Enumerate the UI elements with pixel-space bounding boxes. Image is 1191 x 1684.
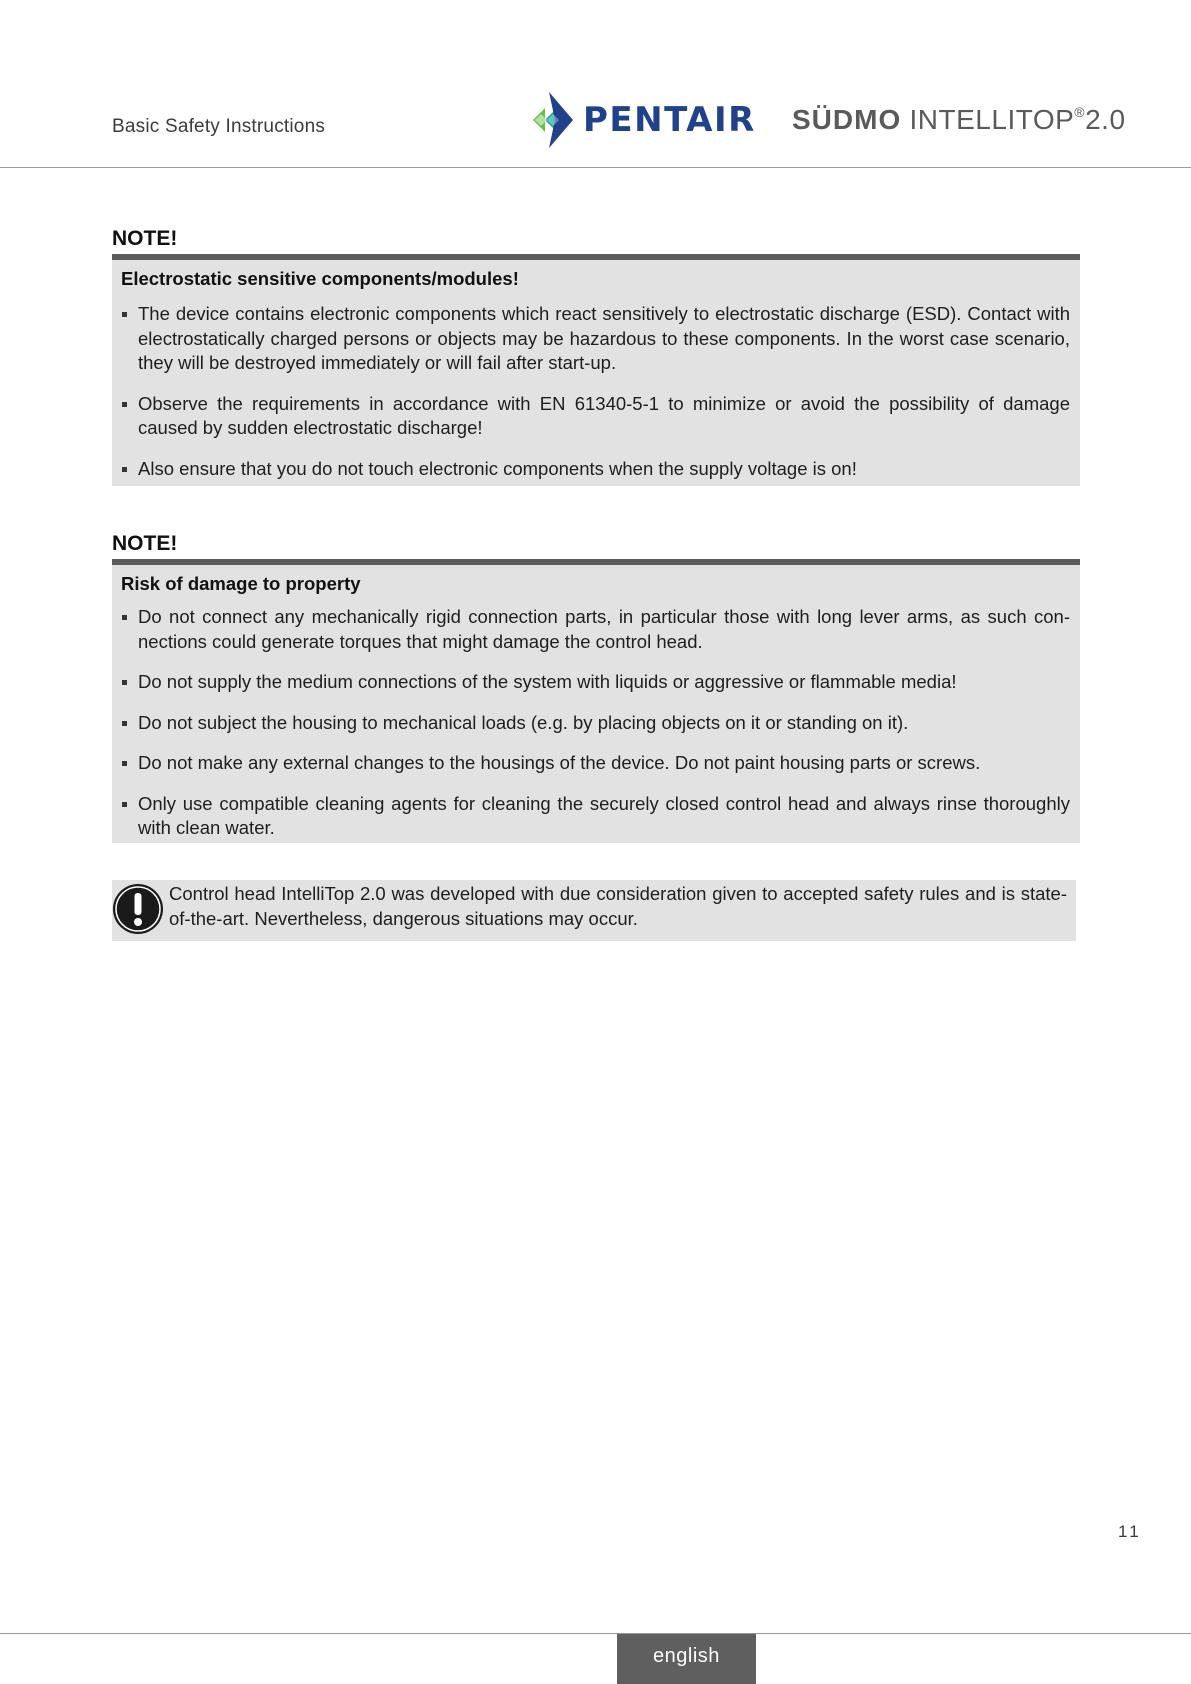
pentair-logo [533,92,756,148]
note-list [121,302,1070,481]
note-box-esd [112,254,1080,486]
footer-divider [0,1633,1191,1634]
bullet-icon [122,802,127,807]
page-number: 11 [1118,1522,1142,1541]
note-title: Risk of damage to property [121,573,361,594]
list-item: Do not supply the medium connections of the system with liquids or aggressive or flammable media! [121,670,1070,695]
bullet-icon [122,721,127,726]
note-list [121,605,1070,841]
list-item: Do not subject the housing to mechanical loads (e.g. by placing objects on it or standing on it). [121,711,1070,736]
list-item: The device contains electronic components which react sensitively to electrostatic discharge (ESD). Contact with electrostatically charged persons or objects may be hazardous to these components. In the worst case scenario, they will be destroyed immediately or will fail after start-up. [121,302,1070,376]
list-item: Do not make any external changes to the housings of the device. Do not paint housing parts or screws. [121,751,1070,776]
info-text: Control head IntelliTop 2.0 was developed with due consideration given to accepted safety rules and is state-of-the-art. Nevertheless, dangerous situations may occur. [169,883,1067,929]
bullet-icon [122,615,127,620]
bullet-icon [122,312,127,317]
product-version: 2.0 [1085,104,1126,135]
logo-wordmark: PENTAIR [583,100,756,140]
bullet-icon [122,680,127,685]
registered-mark: ® [1074,104,1086,120]
product-brand: SÜDMO [792,104,902,135]
list-item: Observe the requirements in accordance with EN 61340-5-1 to minimize or avoid the possibility of damage caused by sudden electrostatic discharge! [121,392,1070,441]
note-box-property [112,559,1080,843]
note-label: NOTE! [112,532,178,555]
page-header [0,0,1191,168]
exclamation-icon [112,883,164,940]
list-item: Do not connect any mechanically rigid connection parts, in particular those with long lever arms, as such con-nections could generate torques that might damage the control head. [121,605,1070,654]
bullet-icon [122,467,127,472]
section-title: Basic Safety Instructions [112,116,326,137]
note-title: Electrostatic sensitive components/modules! [121,268,519,289]
bullet-icon [122,402,127,407]
product-name: INTELLITOP [909,104,1075,135]
language-tab: english [617,1634,756,1684]
bullet-icon [122,761,127,766]
list-item: Also ensure that you do not touch electronic components when the supply voltage is on! [121,457,1070,482]
pentair-logo-icon [533,92,573,148]
product-title [792,104,1126,136]
note-label: NOTE! [112,227,178,250]
list-item: Only use compatible cleaning agents for cleaning the securely closed control head and always rinse thoroughly with clean water. [121,792,1070,841]
info-box [112,880,1076,941]
